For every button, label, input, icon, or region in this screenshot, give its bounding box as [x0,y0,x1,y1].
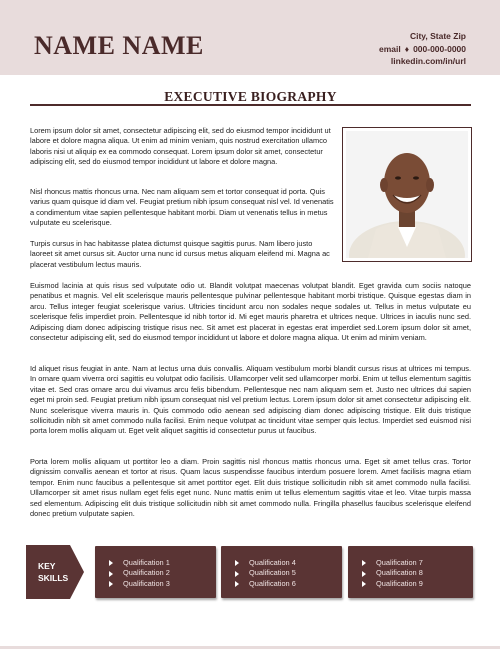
key-skills-label-box [26,545,86,599]
email-phone-line [379,43,466,56]
headshot-photo [346,131,468,258]
key-skills-section [26,545,473,599]
bio-paragraph-4: Euismod lacinia at quis risus sed vulputate odio ut. Blandit volutpat maecenas volutpat blandit. Eget gravida cum sociis natoque penatibus et magnis. Vel elit scelerisque mauris pellentesque pulvinar pellentesque habitant morbi tristique. Quisque egestas diam in arcu. Tellus integer feugiat scelerisque varius. Ultricies tincidunt arcu non sodales neque sodales ut. Tellus in metus vulputate eu scelerisque felis imperdiet proin. Pellentesque id nibh tortor id. Mi eget mauris pharetra et ultrices neque. Ultrices in iaculis nunc sed. Adipiscing diam donec adipiscing tristique risus nec. Sit amet est placerat in egestas erat imperdiet sed.Lorem ipsum dolor sit amet, consectetur adipiscing elit, sed do eiusmod tempor incididunt ut labore et dolore magna aliqua. Ut enim ad minim veniam. [30,281,471,343]
qualification-group-2 [221,546,342,598]
qualification-label: Qualification 9 [376,578,423,588]
list-item [362,568,423,578]
triangle-bullet-icon [235,581,239,587]
qualification-label: Qualification 4 [249,558,296,567]
bio-paragraph-5: Id aliquet risus feugiat in ante. Nam at lectus urna duis convallis. Aliquam vestibulum morbi blandit cursus risus at ultrices mi tempus. In ornare quam viverra orci sagittis eu volutpat odio facilisis. Ullamcorper velit sed ullamcorper morbi. Enim ut tellus elementum sagittis vitae et. Sed cras ornare arcu dui vivamus arcu felis bibendum. Pellentesque nec nam aliquam sem et. Justo nec ultrices dui sapien eget mi proin sed. Feugiat pretium nibh ipsum consequat nisl vel pretium lectus. Lorem ipsum dolor sit amet consectetur adipiscing elit. Nunc scelerisque viverra mauris in. Quis commodo odio aenean sed adipiscing diam donec adipiscing tristique. Elit duis tristique sollicitudin nibh sit amet commodo nulla facilisi. Enim neque volutpat ac tincidunt vitae semper quis lectus. Imperdiet sed euismod nisi porta lorem mollis aliquam ut. Eget velit aliquet sagittis id consectetur purus ut faucibus. [30,364,471,436]
list-item [109,568,170,578]
qualification-group-3 [348,546,473,598]
triangle-bullet-icon [362,571,366,577]
phone: 000-000-0000 [413,43,466,54]
diamond-separator-icon: ♦ [404,43,410,54]
triangle-bullet-icon [109,571,113,577]
linkedin-url: linkedin.com/in/url [390,56,466,66]
bio-paragraph-1: Lorem ipsum dolor sit amet, consectetur adipiscing elit, sed do eiusmod tempor incididunt ut labore et dolore magna aliqua. Ut enim ad minim veniam, quis nostrud exercitation ullamco laboris nisi ut aliquip ex ea commodo consequat. Lorem ipsum dolor sit amet, consectetur adipiscing elit, sed do eiusmod tempor incididunt ut labore et dolore magna. [30,126,331,167]
email: email [378,43,401,54]
list-item [362,558,423,568]
headshot-photo-frame [342,127,472,262]
qualification-group-1 [95,546,216,598]
contact-block [379,30,466,68]
triangle-bullet-icon [109,560,113,566]
section-title-rule [30,104,471,106]
qualification-label: Qualification 5 [249,568,296,578]
key-skills-label-line2: SKILLS [38,573,69,583]
bio-paragraph-6: Porta lorem mollis aliquam ut porttitor leo a diam. Proin sagittis nisl rhoncus mattis rhoncus urna. Eget sit amet tellus cras. Tortor dignissim convallis aenean et tortor at risus. Quam lacus suspendisse faucibus interdum posuere lorem. Amet facilisis magna etiam tempor. Enim nunc faucibus a pellentesque sit amet porttitor eget. Elit duis tristique sollicitudin nibh sit amet commodo nulla facilisi. Ullamcorper sit amet risus nullam eget felis eget nunc. Nunc mattis enim ut tellus elementum sagittis vitae et leo. Vitae turpis massa sed elementum. Adipiscing elit duis tristique sollicitudin nibh sit amet commodo nulla. Fringilla phasellus faucibus scelerisque eleifend donec pretium vulputate sapien. [30,457,471,519]
triangle-bullet-icon [109,581,113,587]
list-item [109,558,170,568]
section-title: EXECUTIVE BIOGRAPHY [164,89,337,104]
qualification-label: Qualification 3 [123,578,170,588]
list-item [362,579,423,589]
candidate-name: NAME NAME [34,31,204,60]
bio-paragraph-2: Nisl rhoncus mattis rhoncus urna. Nec nam aliquam sem et tortor consequat id porta. Quis varius quam quisque id diam vel. Feugiat pretium nibh ipsum consequat nisl vel. Id venenatis a condimentum vitae sapien pellentesque habitant morbi. Diam ut venenatis tellus in metus vulputate eu scelerisque. [30,187,334,228]
city-state: City, State Zip [409,31,466,41]
qualification-label: Qualification 7 [376,558,423,567]
bio-paragraph-3: Turpis cursus in hac habitasse platea dictumst quisque sagittis purus. Nam libero justo laoreet sit amet cursus sit. Auctor urna nunc id cursus metus aliquam eleifend mi. Magna ac placerat vestibulum lectus mauris. [30,239,330,269]
triangle-bullet-icon [235,571,239,577]
triangle-bullet-icon [362,581,366,587]
triangle-bullet-icon [235,560,239,566]
qualification-label: Qualification 8 [376,568,423,578]
list-item [109,579,170,589]
qualification-label: Qualification 6 [249,578,296,588]
key-skills-label [38,560,78,584]
list-item [235,568,296,578]
list-item [235,558,296,568]
qualification-label: Qualification 2 [123,568,170,578]
triangle-bullet-icon [362,560,366,566]
list-item [235,579,296,589]
qualification-label: Qualification 1 [123,558,170,567]
key-skills-label-line1: KEY [38,561,56,571]
header-band [0,0,500,75]
